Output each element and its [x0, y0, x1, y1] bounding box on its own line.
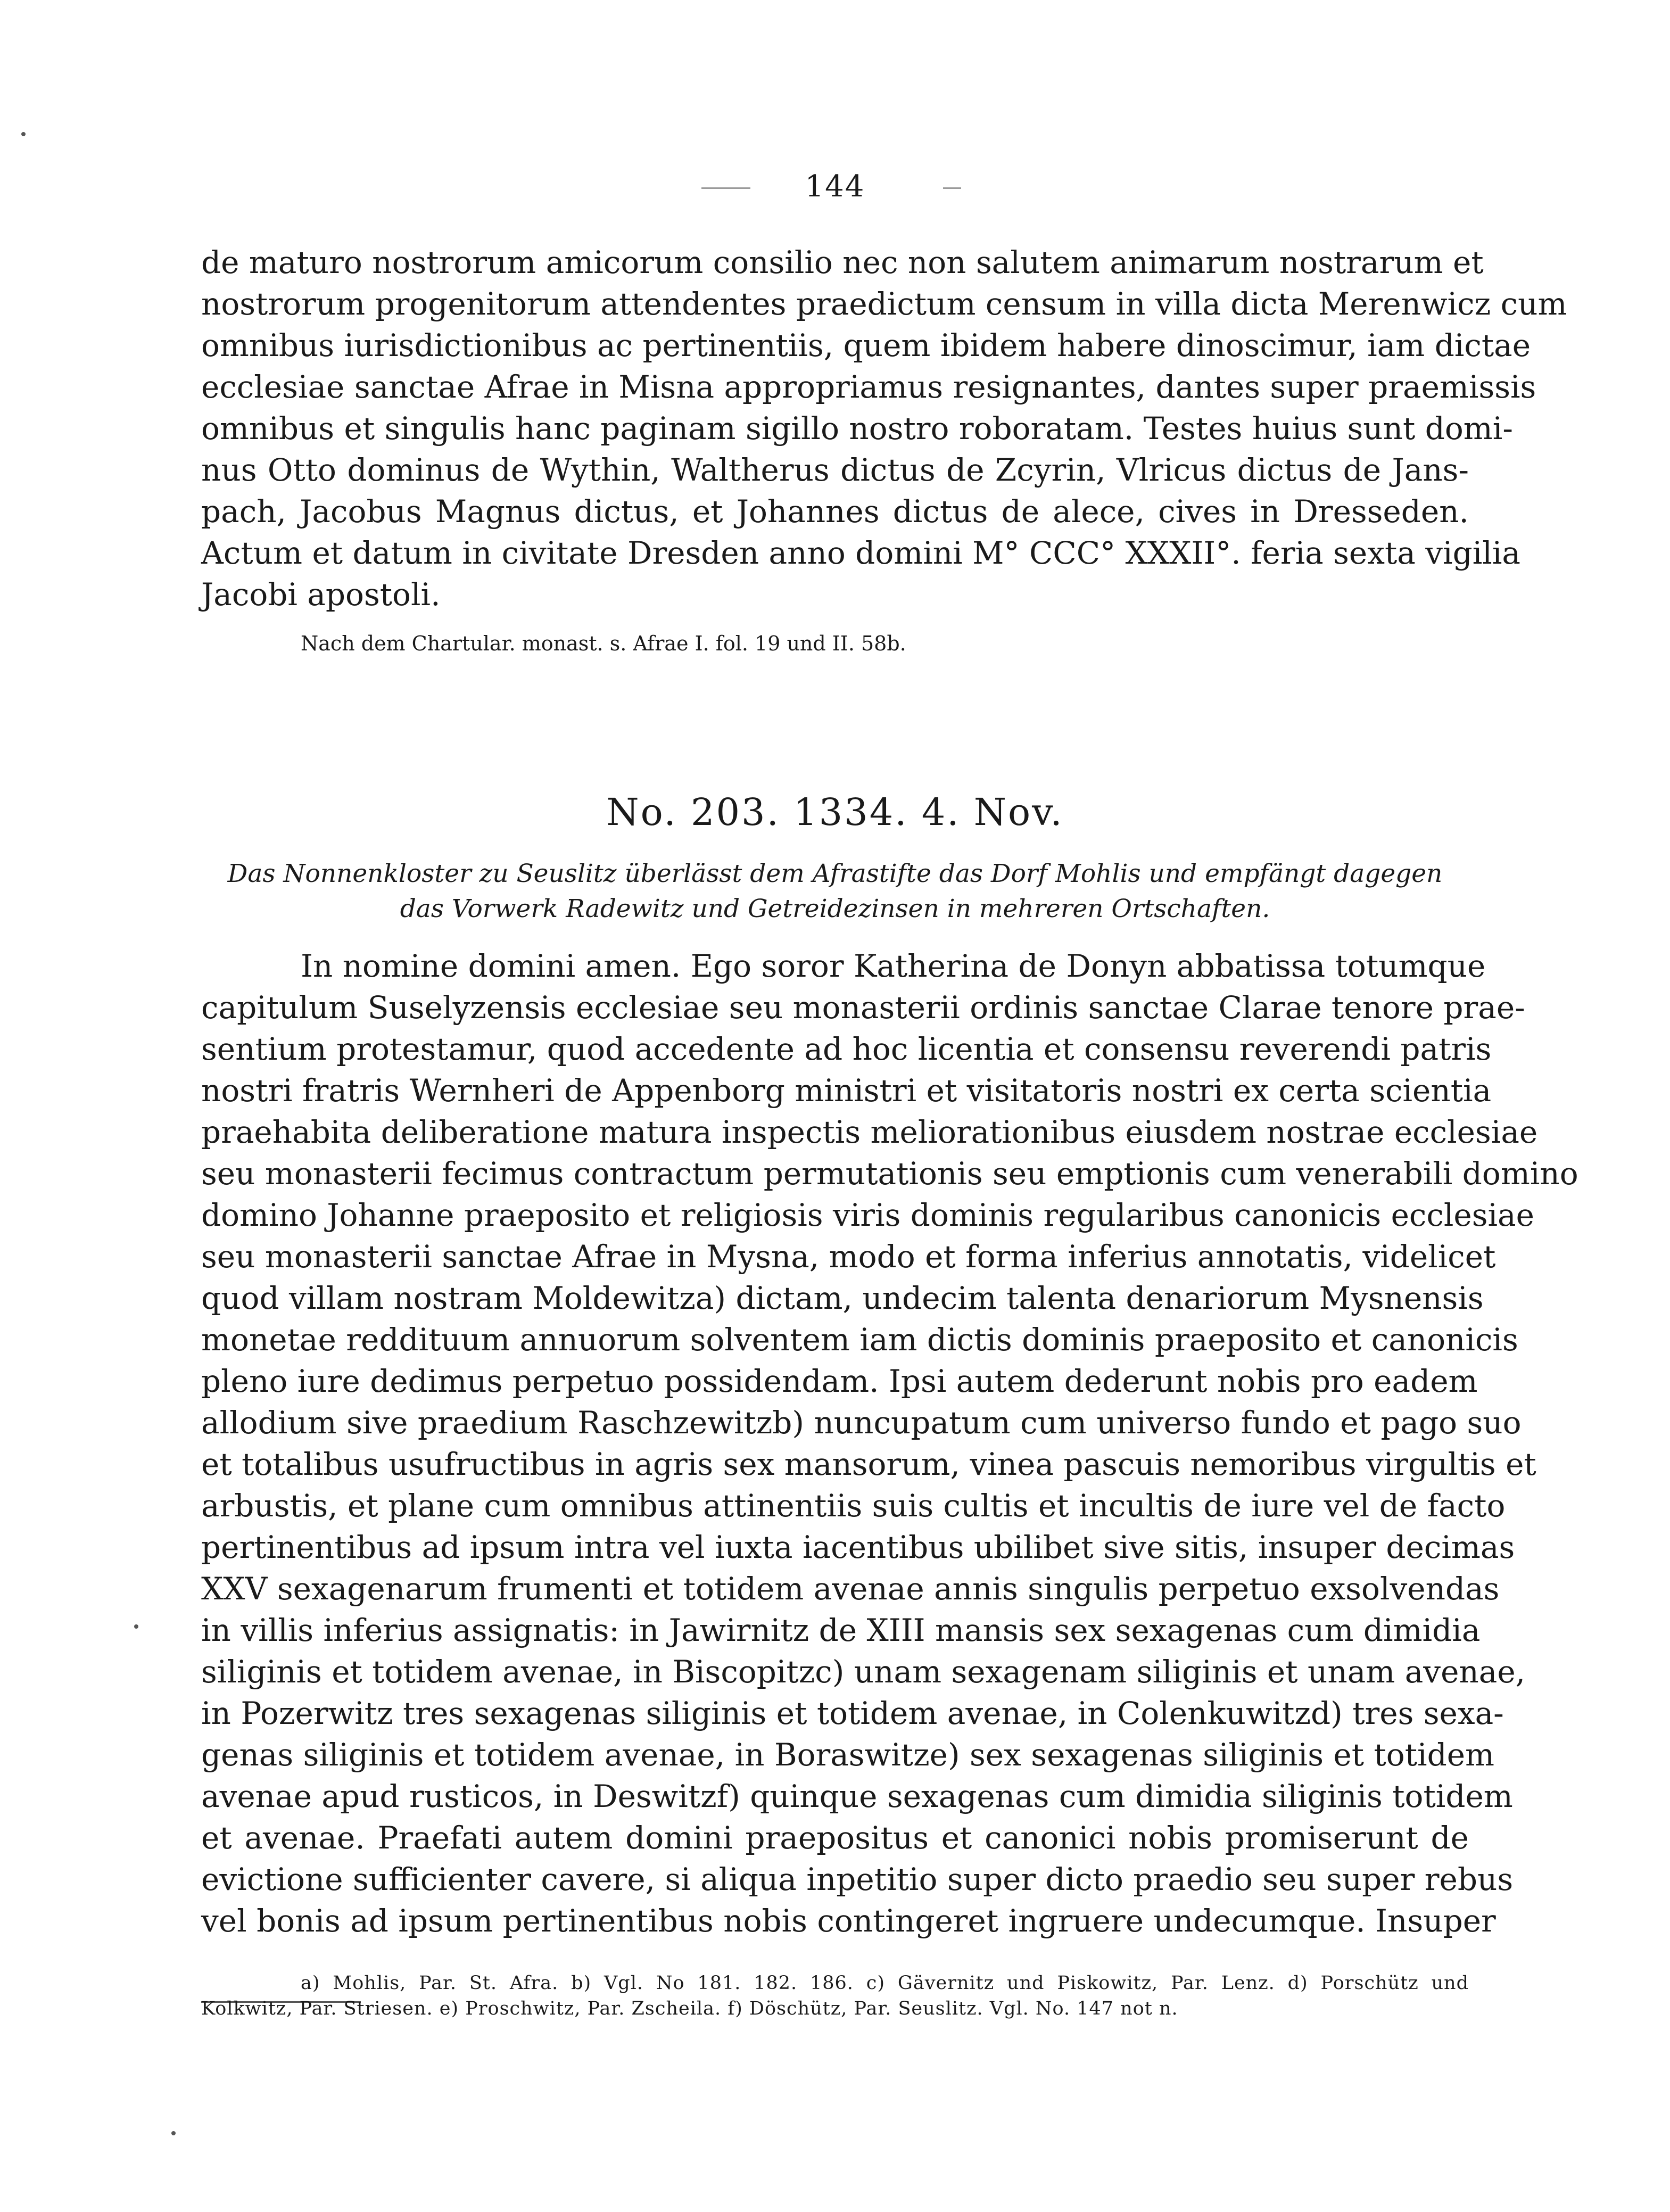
- text-line: omnibus et singulis hanc paginam sigillo nostro roboratam. Testes huius sunt domi-: [201, 410, 1513, 447]
- text-line: et avenae. Praefati autem domini praepositus et canonici nobis promiserunt de: [201, 1820, 1469, 1856]
- text-line: nostrorum progenitorum attendentes praedictum censum in villa dicta Merenwicz cum: [201, 286, 1567, 322]
- summary-line: Das Nonnenkloster zu Seuslitz überlässt dem Afrastifte das Dorf Mohlis und empfängt dagegen: [227, 859, 1443, 888]
- text-line: Jacobi apostoli.: [201, 576, 441, 613]
- text-line: pach, Jacobus Magnus dictus, et Johannes dictus de alece, cives in Dresseden.: [201, 493, 1469, 530]
- text-line: genas siliginis et totidem avenae, in Boraswitze) sex sexagenas siliginis et totidem: [201, 1737, 1495, 1773]
- scan-speck: [171, 2131, 176, 2135]
- source-note: Nach dem Chartular. monast. s. Afrae I. fol. 19 und II. 58b.: [301, 632, 906, 655]
- text-line: XXV sexagenarum frumenti et totidem avenae annis singulis perpetuo exsolvendas: [201, 1571, 1500, 1607]
- summary-line: das Vorwerk Radewitz und Getreidezinsen in mehreren Ortschaften.: [400, 894, 1270, 923]
- text-line: siliginis et totidem avenae, in Biscopitzc) unam sexagenam siliginis et unam avenae,: [201, 1654, 1526, 1690]
- text-line: pleno iure dedimus perpetuo possidendam. Ipsi autem dederunt nobis pro eadem: [201, 1363, 1478, 1399]
- text-line: pertinentibus ad ipsum intra vel iuxta iacentibus ubilibet sive sitis, insuper decimas: [201, 1529, 1515, 1565]
- page-number: 144: [805, 169, 865, 204]
- text-line: in villis inferius assignatis: in Jawirnitz de XIII mansis sex sexagenas cum dimidia: [201, 1612, 1481, 1648]
- text-line: allodium sive praedium Raschzewitzb) nuncupatum cum universo fundo et pago suo: [201, 1405, 1522, 1441]
- text-line: arbustis, et plane cum omnibus attinentiis suis cultis et incultis de iure vel de facto: [201, 1488, 1506, 1524]
- text-line: quod villam nostram Moldewitza) dictam, undecim talenta denariorum Mysnensis: [201, 1280, 1484, 1316]
- text-line: seu monasterii sanctae Afrae in Mysna, modo et forma inferius annotatis, videlicet: [201, 1239, 1496, 1275]
- text-line: capitulum Suselyzensis ecclesiae seu monasterii ordinis sanctae Clarae tenore prae-: [201, 989, 1525, 1026]
- text-line: ecclesiae sanctae Afrae in Misna appropriamus resignantes, dantes super praemissis: [201, 369, 1536, 405]
- text-line: vel bonis ad ipsum pertinentibus nobis contingeret ingruere undecumque. Insuper: [201, 1903, 1496, 1939]
- text-line: In nomine domini amen. Ego soror Katherina de Donyn abbatissa totumque: [301, 948, 1486, 984]
- scan-speck: [21, 132, 26, 136]
- scan-speck: [134, 1624, 138, 1629]
- text-line: monetae reddituum annuorum solventem iam dictis dominis praeposito et canonicis: [201, 1322, 1518, 1358]
- text-line: seu monasterii fecimus contractum permutationis seu emptionis cum venerabili domino: [201, 1155, 1578, 1192]
- footnote-line: Kolkwitz, Par. Striesen. e) Proschwitz, Par. Zscheila. f) Döschütz, Par. Seuslitz. Vgl. No. 147 not n.: [201, 1998, 1178, 2019]
- text-line: praehabita deliberatione matura inspectis meliorationibus eiusdem nostrae ecclesiae: [201, 1114, 1538, 1150]
- text-line: sentium protestamur, quod accedente ad hoc licentia et consensu reverendi patris: [201, 1031, 1492, 1067]
- text-line: et totalibus usufructibus in agris sex mansorum, vinea pascuis nemoribus virgultis et: [201, 1446, 1536, 1482]
- text-line: de maturo nostrorum amicorum consilio nec non salutem animarum nostrarum et: [201, 244, 1484, 280]
- text-line: evictione sufficienter cavere, si aliqua inpetitio super dicto praedio seu super rebus: [201, 1861, 1514, 1897]
- text-line: domino Johanne praeposito et religiosis viris dominis regularibus canonicis ecclesiae: [201, 1197, 1534, 1233]
- footnote-line: a) Mohlis, Par. St. Afra. b) Vgl. No 181. 182. 186. c) Gävernitz und Piskowitz, Par. Lenz. d) Porschütz und: [301, 1972, 1469, 1994]
- text-line: nus Otto dominus de Wythin, Waltherus dictus de Zcyrin, Vlricus dictus de Jans-: [201, 452, 1469, 488]
- text-line: avenae apud rusticos, in Deswitzf) quinque sexagenas cum dimidia siliginis totidem: [201, 1778, 1513, 1814]
- text-line: Actum et datum in civitate Dresden anno domini M° CCC° XXXII°. feria sexta vigilia: [201, 535, 1520, 571]
- text-line: nostri fratris Wernheri de Appenborg ministri et visitatoris nostri ex certa scientia: [201, 1072, 1492, 1109]
- header-dash-right: [943, 187, 961, 189]
- text-line: omnibus iurisdictionibus ac pertinentiis, quem ibidem habere dinoscimur, iam dictae: [201, 327, 1531, 364]
- text-line: in Pozerwitz tres sexagenas siliginis et totidem avenae, in Colenkuwitzd) tres sexa-: [201, 1695, 1504, 1731]
- document-heading: No. 203. 1334. 4. Nov.: [606, 790, 1064, 834]
